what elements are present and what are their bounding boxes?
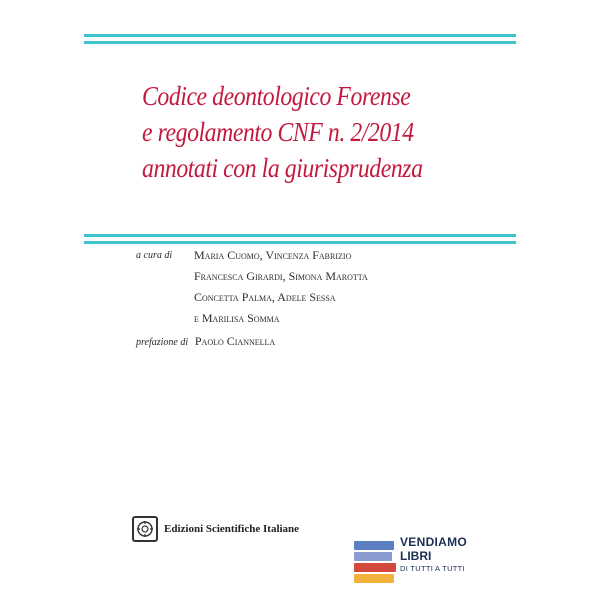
- publisher-logo-icon: [132, 516, 158, 542]
- seller-badge: [350, 533, 510, 593]
- title-line: e regolamento CNF n. 2/2014: [142, 117, 414, 147]
- preface-label: prefazione di: [136, 337, 189, 348]
- preface-author: Paolo Ciannella: [194, 334, 276, 348]
- middle-double-rule: [84, 234, 516, 244]
- badge-line-1: VENDIAMO: [400, 535, 468, 549]
- book-title: [142, 78, 468, 186]
- editors-line: e Marilisa Somma: [194, 311, 280, 325]
- book-cover: [84, 26, 516, 600]
- badge-line-2: LIBRI: [400, 549, 432, 563]
- title-line: Codice deontologico Forense: [142, 81, 411, 111]
- top-double-rule: [84, 34, 516, 44]
- preface-line: [136, 334, 275, 349]
- publisher-name: Edizioni Scientifiche Italiane: [164, 523, 300, 535]
- editors-label: a cura di: [136, 250, 173, 261]
- badge-line-3: DI TUTTI A TUTTI: [400, 564, 465, 573]
- editors-line: Maria Cuomo, Vincenza Fabrizio: [194, 248, 352, 262]
- editors-block: [136, 248, 511, 332]
- title-line: annotati con la giurisprudenza: [142, 153, 423, 183]
- editors-line: Francesca Girardi, Simona Marotta: [194, 269, 368, 283]
- editors-line: Concetta Palma, Adele Sessa: [194, 290, 336, 304]
- publisher: [132, 516, 299, 542]
- stacked-books-icon: [350, 537, 398, 589]
